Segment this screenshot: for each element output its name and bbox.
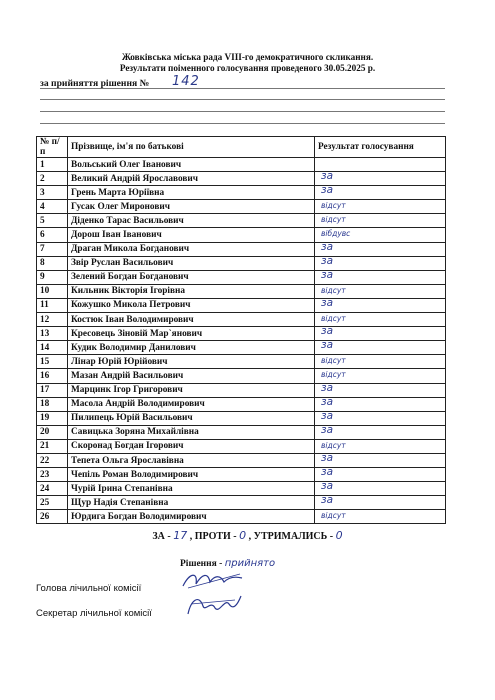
deputy-name: Драган Микола Богданович <box>68 242 315 256</box>
table-row <box>37 355 446 369</box>
vote-handwritten: за <box>321 423 334 436</box>
vote-result-cell <box>315 397 446 411</box>
deputy-name: Чурій Ірина Степанівна <box>68 482 315 496</box>
vote-handwritten: за <box>321 325 334 338</box>
row-number: 9 <box>37 270 68 284</box>
table-header-row <box>37 137 446 158</box>
row-number: 24 <box>37 482 68 496</box>
table-row <box>37 369 446 383</box>
row-number: 12 <box>37 313 68 327</box>
deputy-name: Кильник Вікторія Ігорівна <box>68 284 315 298</box>
vote-handwritten: відсут <box>321 285 346 295</box>
underline-rule <box>40 88 445 89</box>
vote-result-cell <box>315 200 446 214</box>
row-number: 11 <box>37 298 68 312</box>
za-value: 17 <box>173 529 188 542</box>
vote-result-cell <box>315 186 446 200</box>
row-number: 18 <box>37 397 68 411</box>
deputy-name: Кудик Володимир Данилович <box>68 341 315 355</box>
vote-handwritten: відсут <box>321 201 346 211</box>
table-body <box>37 158 446 524</box>
deputy-name: Діденко Тарас Васильович <box>68 214 315 228</box>
chair-label: Голова лічильної комісії <box>36 583 142 594</box>
vote-handwritten: за <box>321 184 334 197</box>
row-number: 22 <box>37 453 68 467</box>
decision-number-handwritten: 142 <box>172 74 200 89</box>
vote-handwritten: за <box>321 170 334 183</box>
vote-handwritten: за <box>321 339 334 352</box>
vote-handwritten: за <box>321 268 334 281</box>
table-row <box>37 200 446 214</box>
underline-rule <box>40 111 445 112</box>
vote-result-cell <box>315 453 446 467</box>
deputy-name: Марцинк Ігор Григорович <box>68 383 315 397</box>
vote-result-cell <box>315 242 446 256</box>
vote-handwritten: за <box>321 254 334 267</box>
table-row <box>37 214 446 228</box>
table-row <box>37 411 446 425</box>
vote-result-cell <box>315 355 446 369</box>
deputy-name: Вольський Олег Іванович <box>68 158 315 172</box>
vote-result-cell <box>315 327 446 341</box>
deputy-name: Савицька Зоряна Михайлівна <box>68 425 315 439</box>
vote-totals <box>0 529 495 542</box>
proty-label: , ПРОТИ - <box>189 531 237 542</box>
table-row <box>37 256 446 270</box>
vote-result-cell <box>315 482 446 496</box>
deputy-name: Скоронад Богдан Ігорович <box>68 439 315 453</box>
deputy-name: Гусак Олег Миронович <box>68 200 315 214</box>
vote-handwritten: відсут <box>321 215 346 225</box>
vote-result-cell <box>315 510 446 524</box>
row-number: 13 <box>37 327 68 341</box>
deputy-name: Звір Руслан Васильович <box>68 256 315 270</box>
vote-handwritten: відсут <box>321 314 346 324</box>
table-row <box>37 468 446 482</box>
row-number: 8 <box>37 256 68 270</box>
vote-result-cell <box>315 270 446 284</box>
decision-value: прийнято <box>224 558 276 569</box>
deputy-name: Грень Марта Юріївна <box>68 186 315 200</box>
table-row <box>37 397 446 411</box>
row-number: 6 <box>37 228 68 242</box>
deputy-name: Зелений Богдан Богданович <box>68 270 315 284</box>
council-title: Жовківська міська рада VIII-го демократичного скликання. <box>121 52 374 62</box>
row-number: 5 <box>37 214 68 228</box>
decision-label: Рішення - <box>180 559 223 569</box>
row-number: 16 <box>37 369 68 383</box>
underline-rule <box>40 123 445 124</box>
row-number: 23 <box>37 468 68 482</box>
row-number: 7 <box>37 242 68 256</box>
deputy-name: Дорош Іван Іванович <box>68 228 315 242</box>
vote-result-cell <box>315 496 446 510</box>
vote-result-cell <box>315 214 446 228</box>
deputy-name: Щур Надія Степанівна <box>68 496 315 510</box>
row-number: 19 <box>37 411 68 425</box>
vote-result-cell <box>315 228 446 242</box>
deputy-name: Пилипець Юрій Васильович <box>68 411 315 425</box>
col-header-number: № п/п <box>37 137 68 158</box>
table-row <box>37 510 446 524</box>
row-number: 20 <box>37 425 68 439</box>
deputy-name: Тепета Ольга Ярославівна <box>68 453 315 467</box>
vote-handwritten: за <box>321 480 334 493</box>
vote-handwritten: за <box>321 395 334 408</box>
vote-result-cell <box>315 468 446 482</box>
vote-handwritten: відсут <box>321 511 346 521</box>
vote-result-cell <box>315 158 446 172</box>
deputy-name: Мазан Андрій Васильович <box>68 369 315 383</box>
table-row <box>37 425 446 439</box>
vote-handwritten: за <box>321 240 334 253</box>
table-row <box>37 341 446 355</box>
utrym-value: 0 <box>335 529 343 542</box>
voting-results-title: Результати поіменного голосування проведеного 30.05.2025 р. <box>119 63 376 73</box>
vote-handwritten: за <box>321 409 334 422</box>
table-row <box>37 298 446 312</box>
vote-result-cell <box>315 425 446 439</box>
vote-result-cell <box>315 172 446 186</box>
table-row <box>37 228 446 242</box>
vote-handwritten: відсут <box>321 440 346 450</box>
row-number: 3 <box>37 186 68 200</box>
deputy-name: Кресовець Зіновій Мар`янович <box>68 327 315 341</box>
za-label: ЗА - <box>152 531 171 542</box>
deputy-name: Масола Андрій Володимирович <box>68 397 315 411</box>
row-number: 10 <box>37 284 68 298</box>
table-row <box>37 327 446 341</box>
vote-handwritten: за <box>321 451 334 464</box>
vote-result-cell <box>315 284 446 298</box>
row-number: 26 <box>37 510 68 524</box>
table-row <box>37 242 446 256</box>
vote-handwritten: за <box>321 494 334 507</box>
deputy-name: Юрдига Богдан Володимирович <box>68 510 315 524</box>
deputy-name: Великий Андрій Ярославович <box>68 172 315 186</box>
deputy-name: Чепіль Роман Володимирович <box>68 468 315 482</box>
vote-result-cell <box>315 383 446 397</box>
vote-result-cell <box>315 298 446 312</box>
vote-handwritten: відсут <box>321 356 346 366</box>
row-number: 15 <box>37 355 68 369</box>
vote-handwritten: за <box>321 296 334 309</box>
row-number: 2 <box>37 172 68 186</box>
vote-handwritten: відсут <box>321 370 346 380</box>
vote-result-cell <box>315 411 446 425</box>
decision-number-label: за прийняття рішення № <box>40 78 150 89</box>
vote-handwritten: за <box>321 466 334 479</box>
table-row <box>37 383 446 397</box>
col-header-result: Результат голосування <box>315 137 446 158</box>
row-number: 21 <box>37 439 68 453</box>
deputy-name: Кожушко Микола Петрович <box>68 298 315 312</box>
table-row <box>37 453 446 467</box>
table-row <box>37 270 446 284</box>
vote-result-cell <box>315 439 446 453</box>
utrym-label: , УТРИМАЛИСЬ - <box>248 531 334 542</box>
vote-handwritten: за <box>321 381 334 394</box>
row-number: 4 <box>37 200 68 214</box>
table-row <box>37 172 446 186</box>
row-number: 1 <box>37 158 68 172</box>
col-header-name: Прізвище, ім'я по батькові <box>68 137 315 158</box>
table-row <box>37 482 446 496</box>
deputy-name: Лінар Юрій Юрійович <box>68 355 315 369</box>
table-row <box>37 284 446 298</box>
proty-value: 0 <box>239 529 247 542</box>
voting-table <box>36 136 446 524</box>
table-row <box>37 439 446 453</box>
table-row <box>37 496 446 510</box>
row-number: 17 <box>37 383 68 397</box>
row-number: 14 <box>37 341 68 355</box>
table-row <box>37 158 446 172</box>
table-row <box>37 186 446 200</box>
vote-handwritten: вібдувс <box>321 229 351 239</box>
chair-signature <box>180 568 250 592</box>
table-row <box>37 313 446 327</box>
secretary-label: Секретар лічильної комісії <box>36 608 152 619</box>
row-number: 25 <box>37 496 68 510</box>
secretary-signature <box>185 592 245 618</box>
vote-result-cell <box>315 256 446 270</box>
vote-result-cell <box>315 313 446 327</box>
vote-result-cell <box>315 341 446 355</box>
deputy-name: Костюк Іван Володимирович <box>68 313 315 327</box>
vote-result-cell <box>315 369 446 383</box>
underline-rule <box>40 99 445 100</box>
